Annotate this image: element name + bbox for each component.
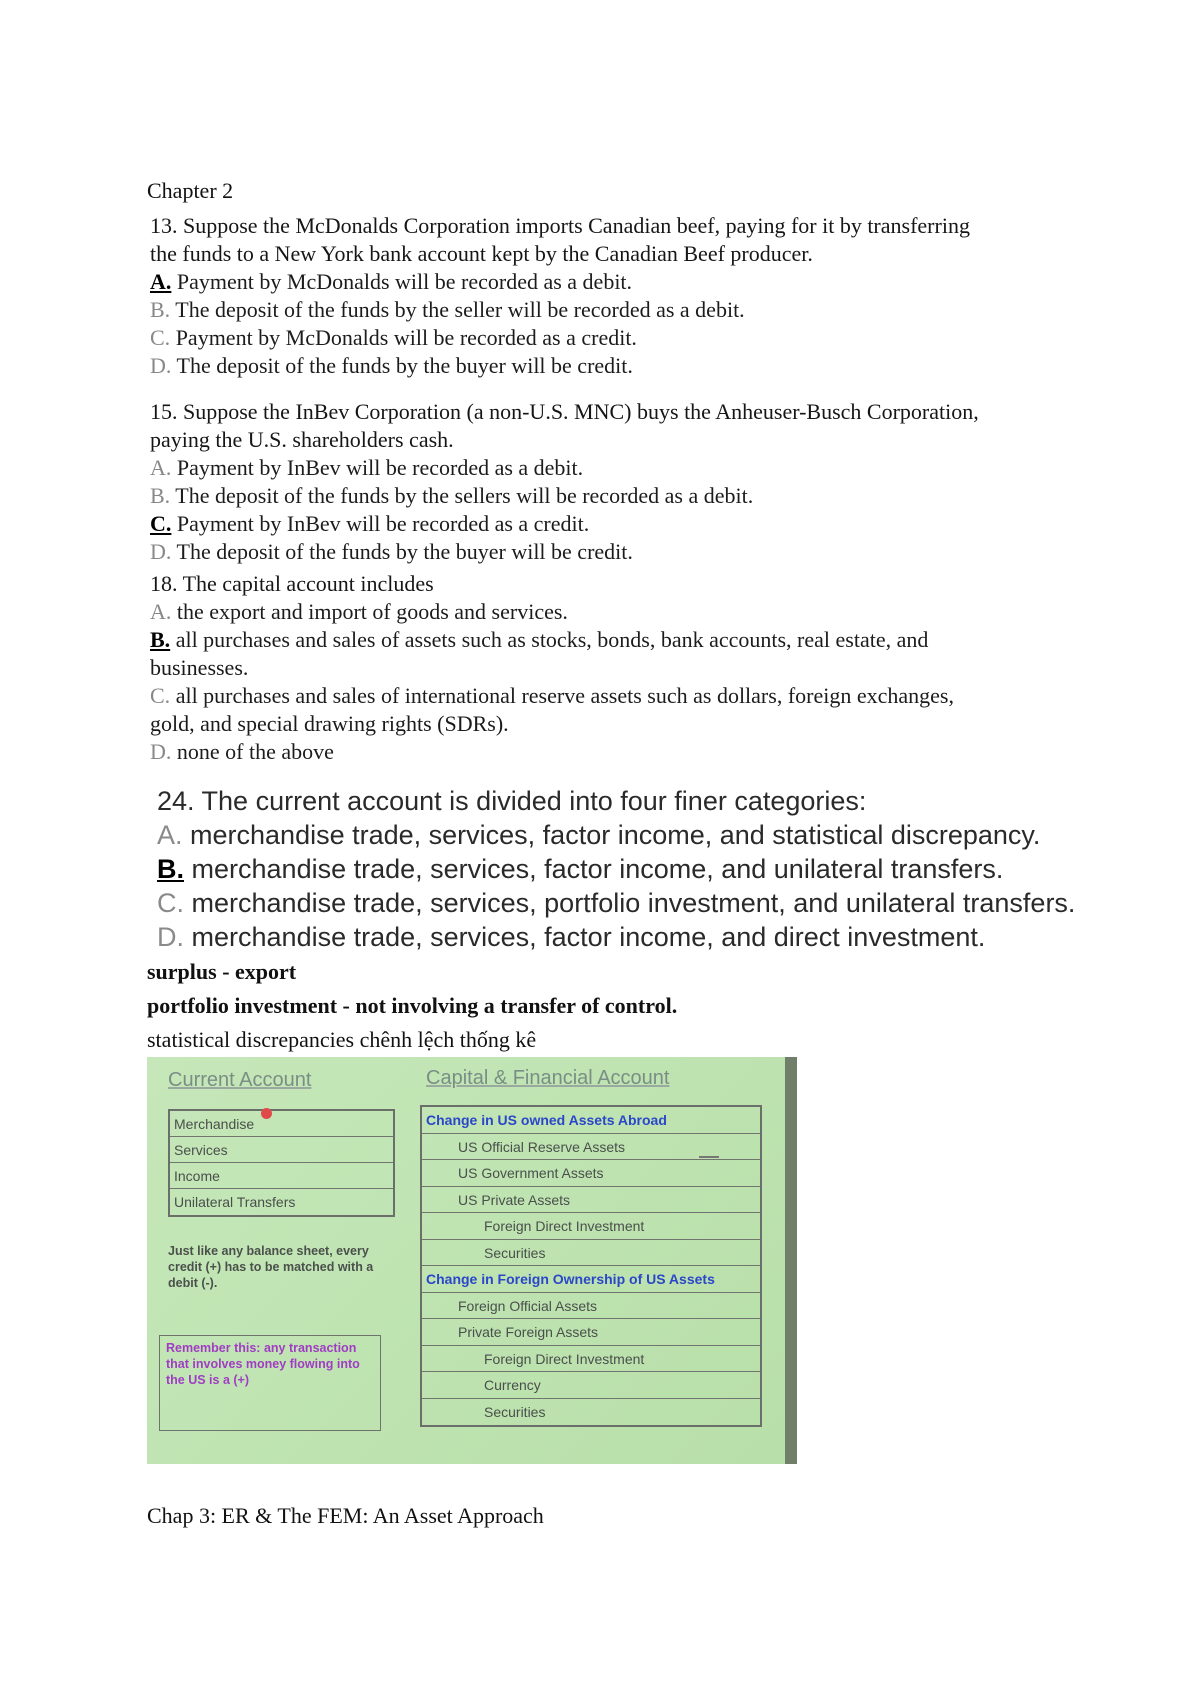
option-text: Payment by McDonalds will be recorded as a debit. (176, 269, 633, 294)
option-text: merchandise trade, services, factor income, and direct investment. (191, 922, 986, 952)
option-text: all purchases and sales of assets such as stocks, bonds, bank accounts, real estate, and (175, 627, 929, 652)
capital-account-row: Foreign Official Assets (422, 1293, 760, 1320)
capital-account-row: Foreign Direct Investment (422, 1213, 760, 1240)
capital-account-row: US Government Assets (422, 1160, 760, 1187)
question-stem: paying the U.S. shareholders cash. (150, 427, 454, 452)
option-text: none of the above (176, 739, 334, 764)
option-letter: B. (150, 627, 171, 652)
option-letter: D. (150, 539, 172, 564)
capital-account-title: Capital & Financial Account (426, 1067, 670, 1089)
option-letter: D. (150, 739, 172, 764)
answer-option (157, 818, 1117, 852)
option-text: The deposit of the funds by the buyer will be credit. (176, 539, 633, 564)
balance-note-line: credit (+) has to be matched with a (168, 1260, 374, 1274)
question-stem: 18. The capital account includes (150, 571, 434, 596)
question-stem: 15. Suppose the InBev Corporation (a non-U.S. MNC) buys the Anheuser-Busch Corporation, (150, 399, 979, 424)
option-letter: C. (150, 683, 171, 708)
option-text: The deposit of the funds by the buyer will be credit. (176, 353, 633, 378)
chapter3-heading: Chap 3: ER & The FEM: An Asset Approach (147, 1503, 544, 1528)
note-line: statistical discrepancies chênh lệch thống kê (147, 1027, 537, 1052)
remember-box (159, 1335, 381, 1431)
option-continuation: businesses. (150, 655, 249, 680)
balance-note-line: debit (-). (168, 1276, 218, 1290)
option-letter: C. (157, 888, 184, 918)
remember-line: that involves money flowing into (166, 1357, 360, 1371)
option-text: The deposit of the funds by the sellers will be recorded as a debit. (175, 483, 754, 508)
option-letter: C. (150, 325, 171, 350)
option-text: The deposit of the funds by the seller will be recorded as a debit. (175, 297, 745, 322)
balance-note-line: Just like any balance sheet, every (168, 1244, 369, 1258)
option-text: the export and import of goods and services. (176, 599, 568, 624)
answer-option (150, 626, 1070, 654)
remember-line: Remember this: any transaction (166, 1341, 357, 1355)
question-stem: 24. The current account is divided into four finer categories: (157, 786, 867, 816)
note-line: portfolio investment - not involving a transfer of control. (147, 993, 678, 1018)
capital-account-section-header: Change in Foreign Ownership of US Assets (422, 1266, 760, 1293)
question-13 (150, 212, 1070, 380)
option-letter: A. (150, 455, 172, 480)
answer-option (157, 886, 1117, 920)
option-text: Payment by McDonalds will be recorded as a credit. (175, 325, 637, 350)
red-dot-mark (261, 1108, 272, 1119)
note-line: surplus - export (147, 959, 297, 984)
capital-account-row: US Official Reserve Assets (422, 1134, 760, 1161)
question-18 (150, 570, 1070, 766)
option-continuation: gold, and special drawing rights (SDRs). (150, 711, 509, 736)
capital-account-section-header: Change in US owned Assets Abroad (422, 1107, 760, 1134)
balance-note (168, 1243, 398, 1291)
answer-option (150, 482, 1070, 510)
option-letter: A. (150, 269, 172, 294)
answer-option (157, 920, 1117, 954)
remember-line: the US is a (+) (166, 1373, 250, 1387)
question-15 (150, 398, 1070, 566)
answer-option (150, 682, 1070, 710)
option-text: Payment by InBev will be recorded as a debit. (176, 455, 584, 480)
current-account-row: Services (170, 1137, 393, 1163)
balance-of-payments-photo (147, 1057, 797, 1464)
answer-option (150, 538, 1070, 566)
question-24 (157, 784, 1117, 954)
option-letter: A. (150, 599, 172, 624)
answer-option (157, 852, 1117, 886)
option-text: Payment by InBev will be recorded as a credit. (176, 511, 590, 536)
option-text: merchandise trade, services, factor income, and unilateral transfers. (191, 854, 1004, 884)
current-account-title: Current Account (168, 1069, 312, 1091)
capital-account-row: US Private Assets (422, 1187, 760, 1214)
option-letter: C. (150, 511, 172, 536)
answer-option (150, 268, 1070, 296)
chapter-heading: Chapter 2 (147, 178, 234, 203)
option-text: merchandise trade, services, portfolio investment, and unilateral transfers. (191, 888, 1076, 918)
option-letter: B. (150, 297, 171, 322)
option-text: merchandise trade, services, factor income, and statistical discrepancy. (190, 820, 1041, 850)
answer-option (150, 296, 1070, 324)
notes (147, 955, 677, 1057)
current-account-box (168, 1109, 395, 1217)
capital-account-row: Securities (484, 1403, 546, 1420)
current-account-row: Unilateral Transfers (174, 1194, 296, 1210)
answer-option (150, 598, 1070, 626)
capital-account-row: Foreign Direct Investment (422, 1346, 760, 1373)
pen-mark (699, 1156, 719, 1158)
answer-option (150, 510, 1070, 538)
capital-account-box (420, 1105, 762, 1427)
answer-option (150, 738, 1070, 766)
option-text: all purchases and sales of international reserve assets such as dollars, foreign exchanges, (175, 683, 954, 708)
capital-account-row: Currency (422, 1372, 760, 1399)
current-account-row: Income (170, 1163, 393, 1189)
photo-edge (785, 1057, 797, 1464)
current-account-row: Merchandise (170, 1111, 393, 1137)
answer-option (150, 324, 1070, 352)
question-stem: the funds to a New York bank account kept by the Canadian Beef producer. (150, 241, 813, 266)
option-letter: B. (150, 483, 171, 508)
answer-option (150, 454, 1070, 482)
question-stem: 13. Suppose the McDonalds Corporation imports Canadian beef, paying for it by transferring (150, 213, 970, 238)
capital-account-row: Securities (422, 1240, 760, 1267)
option-letter: A. (157, 820, 183, 850)
option-letter: B. (157, 854, 184, 884)
option-letter: D. (150, 353, 172, 378)
answer-option (150, 352, 1070, 380)
capital-account-row: Private Foreign Assets (422, 1319, 760, 1346)
option-letter: D. (157, 922, 184, 952)
